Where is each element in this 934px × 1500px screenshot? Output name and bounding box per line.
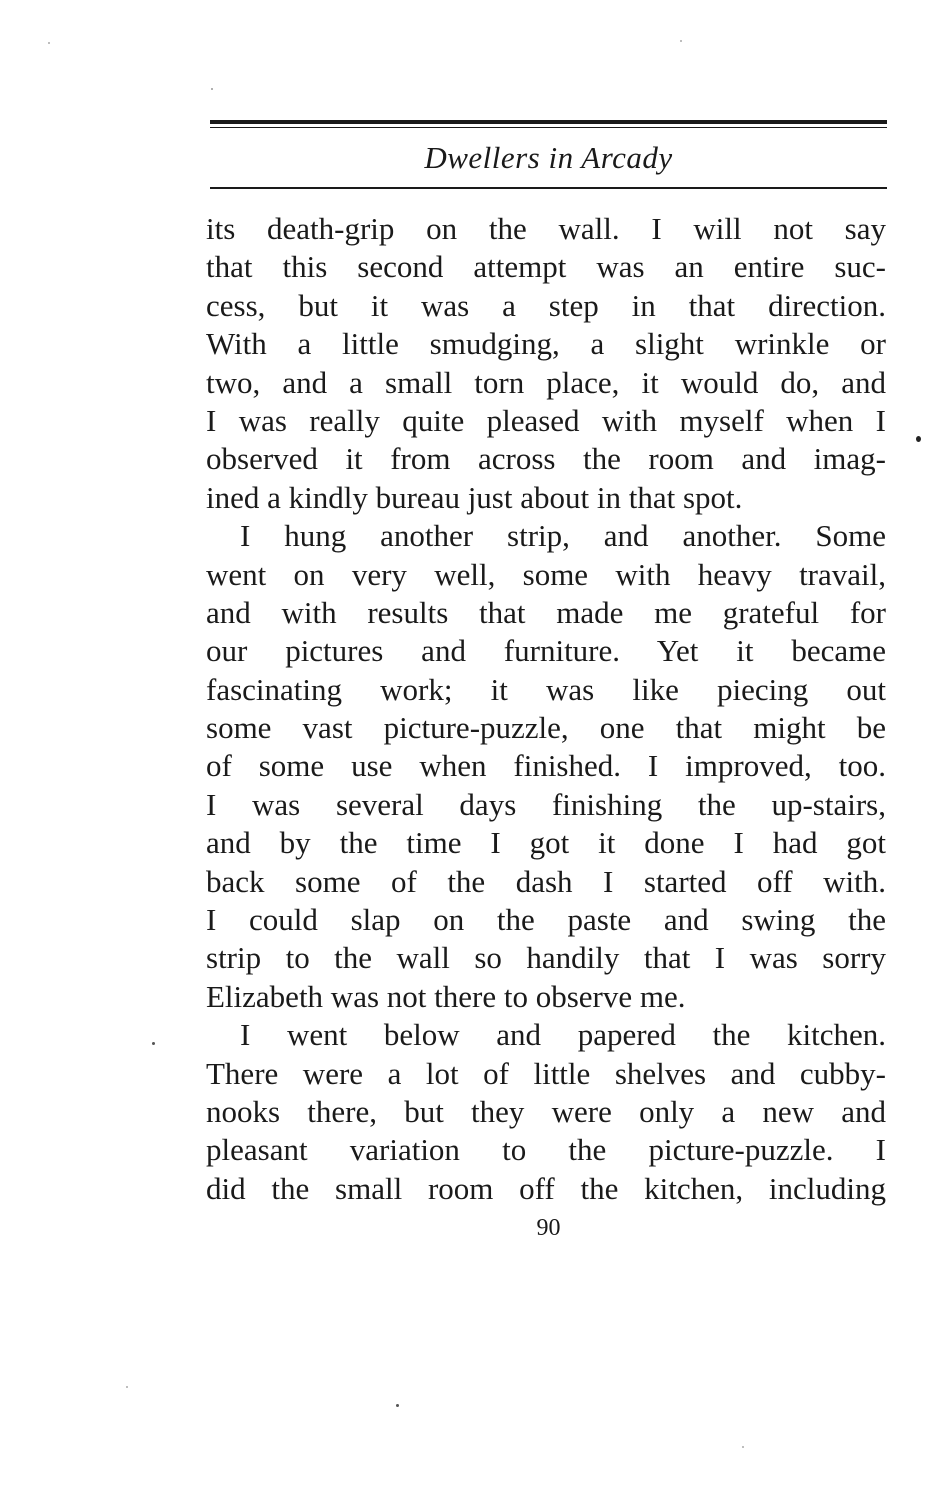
- text-line: With a little smudging, a slight wrinkle or: [206, 326, 886, 362]
- text-line: our pictures and furniture. Yet it became: [206, 633, 886, 669]
- scan-speck: [48, 42, 50, 44]
- text-line: Elizabeth was not there to observe me.: [206, 978, 686, 1014]
- scan-speck: [211, 88, 213, 90]
- text-line: nooks there, but they were only a new and: [206, 1093, 886, 1129]
- text-line: of some use when finished. I improved, too.: [206, 748, 886, 784]
- text-line: and with results that made me grateful for: [206, 594, 886, 630]
- text-line: There were a lot of little shelves and cubby-: [206, 1055, 886, 1091]
- paragraph-start-line: I went below and papered the kitchen.: [240, 1017, 886, 1053]
- header-rule-thick: [210, 120, 887, 124]
- text-line: that this second attempt was an entire suc-: [206, 249, 886, 285]
- page-number: 90: [536, 1215, 561, 1241]
- text-line: ined a kindly bureau just about in that spot.: [206, 479, 743, 515]
- scan-speck: [680, 40, 682, 42]
- text-line: I was several days finishing the up-stairs,: [206, 786, 886, 822]
- text-line: its death-grip on the wall. I will not say: [206, 211, 886, 246]
- body-text: [206, 210, 886, 1208]
- scan-speck: [396, 1404, 399, 1407]
- text-line: pleasant variation to the picture-puzzle. I: [206, 1132, 886, 1168]
- scan-speck: [126, 1386, 128, 1388]
- paragraph-start-line: I hung another strip, and another. Some: [240, 518, 886, 554]
- text-line: two, and a small torn place, it would do, and: [206, 364, 886, 400]
- text-line: I was really quite pleased with myself when I: [206, 402, 886, 438]
- text-line: fascinating work; it was like piecing out: [206, 671, 886, 707]
- running-title: Dwellers in Arcady: [424, 140, 673, 175]
- text-line: cess, but it was a step in that direction.: [206, 287, 886, 323]
- text-line: back some of the dash I started off with.: [206, 863, 886, 899]
- text-line: and by the time I got it done I had got: [206, 825, 886, 861]
- text-line: strip to the wall so handily that I was sorry: [206, 940, 886, 976]
- scan-speck: [152, 1042, 155, 1045]
- scan-speck: [916, 436, 921, 442]
- header-rule-thin: [210, 127, 887, 128]
- text-line: went on very well, some with heavy travail,: [206, 556, 886, 592]
- text-line: some vast picture-puzzle, one that might be: [206, 710, 886, 746]
- text-line: observed it from across the room and imag-: [206, 441, 886, 477]
- text-line: I could slap on the paste and swing the: [206, 902, 886, 938]
- header-rule-bottom: [210, 187, 887, 189]
- text-line: did the small room off the kitchen, including: [206, 1170, 886, 1206]
- scan-speck: [742, 1446, 744, 1448]
